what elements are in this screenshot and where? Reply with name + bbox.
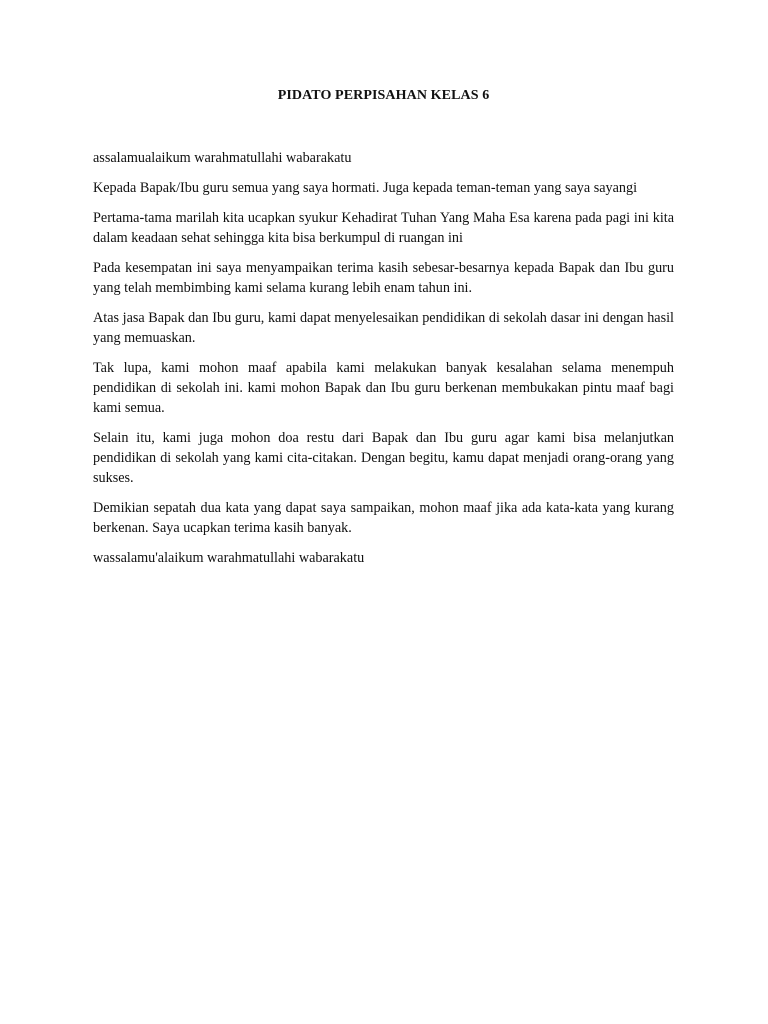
paragraph-greeting: assalamualaikum warahmatullahi wabarakatu [93,150,352,166]
paragraph-blessing: Selain itu, kami juga mohon doa restu dari Bapak dan Ibu guru agar kami bisa melanjutkan pendidikan di sekolah yang kami cita-citakan. Dengan begitu, kamu dapat menjadi orang-orang yang sukses. [93,430,674,486]
paragraph-apology: Tak lupa, kami mohon maaf apabila kami melakukan banyak kesalahan selama menempuh pendidikan di sekolah ini. kami mohon Bapak dan Ibu guru berkenan membukakan pintu maaf bagi kami semua. [93,360,674,416]
paragraph-salutation: Kepada Bapak/Ibu guru semua yang saya hormati. Juga kepada teman-teman yang saya sayangi [93,180,638,196]
paragraph-thanks-teachers: Pada kesempatan ini saya menyampaikan terima kasih sebesar-besarnya kepada Bapak dan Ibu guru yang telah membimbing kami selama kurang lebih enam tahun ini. [93,260,674,296]
paragraph-closing: Demikian sepatah dua kata yang dapat saya sampaikan, mohon maaf jika ada kata-kata yang kurang berkenan. Saya ucapkan terima kasih banyak. [93,500,674,536]
paragraph-gratitude-god: Pertama-tama marilah kita ucapkan syukur Kehadirat Tuhan Yang Maha Esa karena pada pagi ini kita dalam keadaan sehat sehingga kita bisa berkumpul di ruangan ini [93,210,674,246]
document-title: PIDATO PERPISAHAN KELAS 6 [277,88,490,103]
paragraph-farewell: wassalamu'alaikum warahmatullahi wabarakatu [93,550,365,566]
paragraph-accomplishment: Atas jasa Bapak dan Ibu guru, kami dapat menyelesaikan pendidikan di sekolah dasar ini dengan hasil yang memuaskan. [93,310,674,346]
